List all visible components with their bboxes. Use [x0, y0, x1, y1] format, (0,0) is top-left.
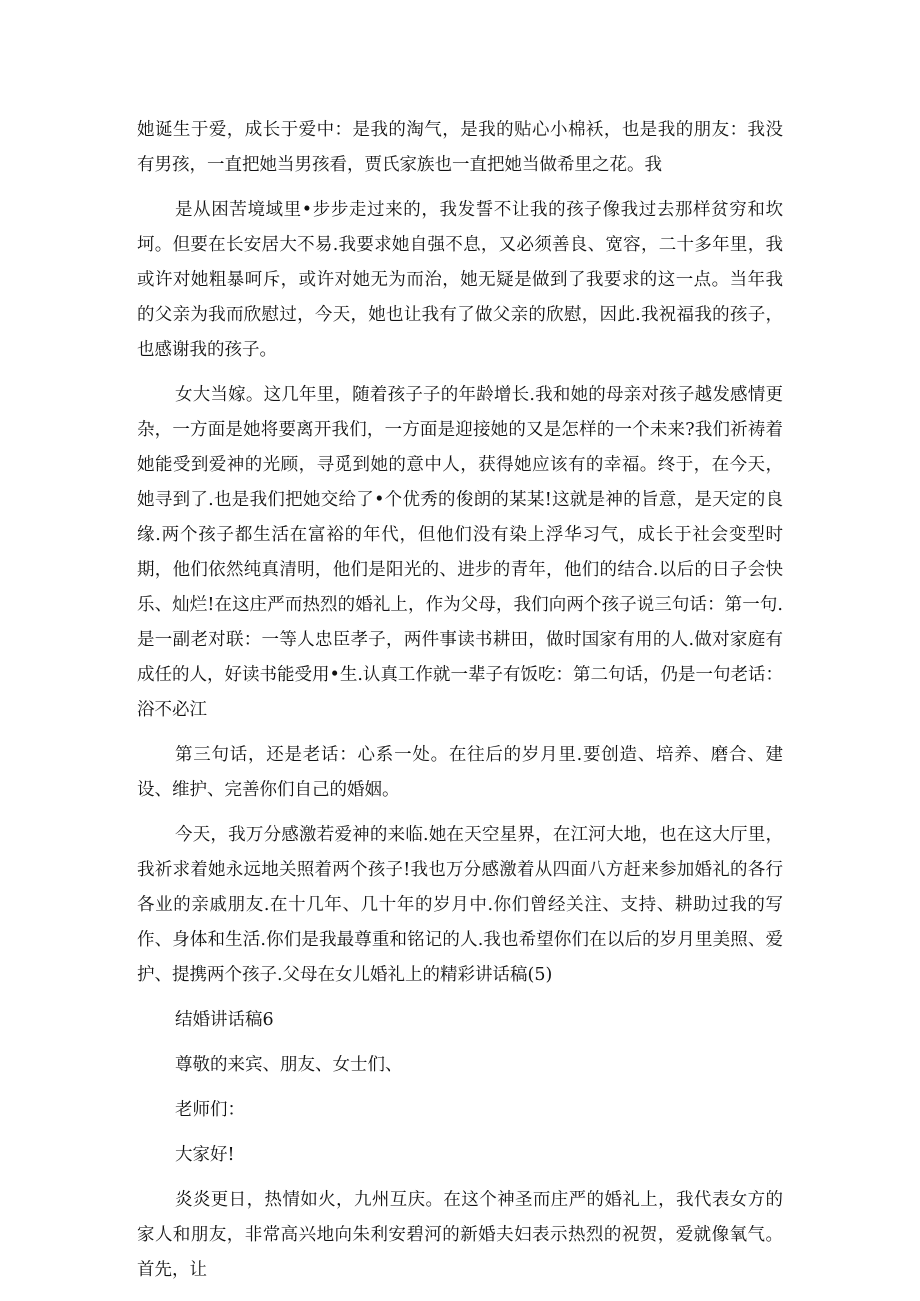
section-heading: 结婚讲话稿6 [175, 1010, 274, 1030]
paragraph-3: 女大当嫁。这几年里，随着孩子子的年龄增长.我和她的母亲对孩子越发感情更杂，一方面是她将要离开我们，一方面是迎接她的又是怎样的一个未来?我们祈祷着她能受到爱神的光顾，寻觅到她的意中人，获得她应该有的幸福。终于，在今天，她寻到了.也是我们把她交给了•个优秀的俊朗的某某!这就是神的旨意，是天定的良缘.两个孩子都生活在富裕的年代，但他们没有染上浮华习气，成长于社会变型时期，他们依然纯真清明，他们是阳光的、进步的青年，他们的结合.以后的日子会快乐、灿烂!在这庄严而热烈的婚礼上，作为父母，我们向两个孩子说三句话：第一句.是一副老对联：一等人忠臣孝子，两件事读书耕田，做时国家有用的人.做对家庭有成任的人，好读书能受用•生.认真工作就一辈子有饭吃：第二句话，仍是一句老话：浴不必江 [137, 385, 783, 720]
paragraph-5: 今天，我万分感激若爱神的来临.她在天空星界，在江河大地，也在这大厅里，我祈求着她永远地关照着两个孩子!我也万分感激着从四面八方赶来参加婚礼的各行各业的亲戚朋友.在十几年、几十年的岁月中.你们曾经关注、支持、耕助过我的写作、身体和生活.你们是我最尊重和铭记的人.我也希望你们在以后的岁月里美照、爱护、提携两个孩子.父母在女儿婚礼上的精彩讲话稿(5) [137, 825, 783, 985]
document-body [137, 113, 783, 1288]
paragraph-4: 第三句话，还是老话：心系一处。在往后的岁月里.要创造、培养、磨合、建设、维护、完善你们自己的婚姻。 [137, 745, 783, 800]
salutation-line-1: 尊敬的来宾、朋友、女士们、 [175, 1055, 403, 1075]
greeting: 大家好! [175, 1145, 235, 1165]
paragraph-10: 炎炎更日，热情如火，九州互庆。在这个神圣而庄严的婚礼上，我代表女方的家人和朋友，非常高兴地向朱利安碧河的新婚夫妇表示热烈的祝贺，爱就像氧气。首先，让 [137, 1190, 783, 1280]
paragraph-2: 是从困苦境域里•步步走过来的，我发誓不让我的孩子像我过去那样贫穷和坎坷。但要在长安居大不易.我要求她自强不息，又必须善良、宽容，二十多年里，我或许对她粗暴呵斥，或许对她无为而治，她无疑是做到了我要求的这一点。当年我的父亲为我而欣慰过，今天，她也让我有了做父亲的欣慰，因此.我祝福我的孩子，也感谢我的孩子。 [137, 200, 783, 360]
paragraph-1: 她诞生于爱，成长于爱中：是我的淘气，是我的贴心小棉袄，也是我的朋友：我没有男孩，一直把她当男孩看，贾氏家族也一直把她当做希里之花。我 [137, 120, 783, 175]
salutation-line-2: 老师们： [175, 1100, 245, 1120]
